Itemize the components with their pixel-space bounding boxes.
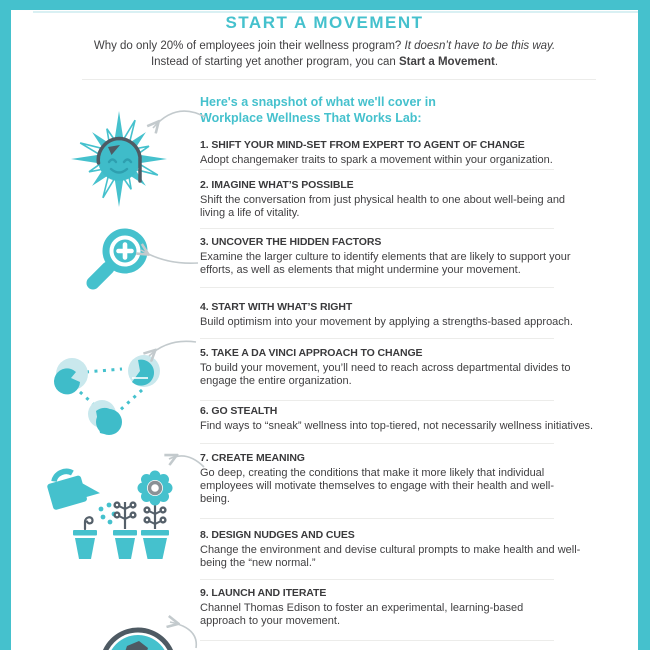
watering-can-growing-pots-icon <box>28 452 203 567</box>
intro-heading <box>200 94 436 126</box>
item-3-heading: 3. UNCOVER THE HIDDEN FACTORS <box>200 236 382 248</box>
item-1-heading: 1. SHIFT YOUR MIND-SET FROM EXPERT TO AGENT OF CHANGE <box>200 139 525 151</box>
intro-line2: Workplace Wellness That Works Lab: <box>200 111 422 125</box>
separator-4 <box>200 338 554 339</box>
subtitle-line2-normal: Instead of starting yet another program, you can <box>150 56 399 68</box>
separator-3 <box>200 287 554 288</box>
frame-right <box>638 0 650 650</box>
item-6 <box>200 405 610 433</box>
star-face-icon <box>64 102 174 212</box>
item-6-body: Find ways to “sneak” wellness into top-tiered, not necessarily wellness initiatives. <box>200 420 594 432</box>
item-8-heading: 8. DESIGN NUDGES AND CUES <box>200 529 355 541</box>
item-7-heading: 7. CREATE MEANING <box>200 452 305 464</box>
page-title: START A MOVEMENT <box>225 13 424 32</box>
item-9 <box>200 587 610 628</box>
separator-6 <box>200 443 554 444</box>
frame-left <box>0 0 11 650</box>
three-connected-heads-icon <box>52 332 177 437</box>
item-4-body: Build optimism into your movement by applying a strengths-based approach. <box>200 316 573 328</box>
launch-globe-icon <box>93 616 183 650</box>
subtitle-line2-bold: Start a Movement <box>398 56 495 68</box>
frame-top <box>0 0 650 10</box>
item-5 <box>200 347 610 388</box>
subtitle-line1 <box>11 40 638 52</box>
item-1-body: Adopt changemaker traits to spark a movement within your organization. <box>200 154 553 166</box>
item-3 <box>200 236 610 277</box>
item-5-heading: 5. TAKE A DA VINCI APPROACH TO CHANGE <box>200 347 423 359</box>
item-7 <box>200 452 610 506</box>
separator-1 <box>200 169 554 170</box>
item-4-heading: 4. START WITH WHAT’S RIGHT <box>200 301 353 313</box>
separator-7 <box>200 518 554 519</box>
header-separator <box>82 79 596 80</box>
intro-line1: Here's a snapshot of what we'll cover in <box>200 95 436 109</box>
separator-9 <box>200 640 554 641</box>
item-9-heading: 9. LAUNCH AND ITERATE <box>200 587 327 599</box>
item-9-body: Channel Thomas Edison to foster an experimental, learning-based approach to your movement. <box>200 602 524 627</box>
item-7-body: Go deep, creating the conditions that make it more likely that individual employees will motivate themselves to engage with their health and well-being. <box>200 467 555 505</box>
item-8-body: Change the environment and devise cultural prompts to make health and well-being the “new normal.” <box>200 544 581 569</box>
subtitle-line2-end: . <box>494 56 499 68</box>
subtitle-line1-italic: It doesn’t have to be this way. <box>404 40 556 52</box>
separator-2 <box>200 228 554 229</box>
item-8 <box>200 529 610 570</box>
separator-8 <box>200 579 554 580</box>
item-2-heading: 2. IMAGINE WHAT’S POSSIBLE <box>200 179 354 191</box>
item-2-body: Shift the conversation from just physical health to one about well-being and living a life of vitality. <box>200 194 566 219</box>
subtitle-line1-normal: Why do only 20% of employees join their wellness program? <box>93 40 405 52</box>
magnifying-glass-plus-icon <box>72 218 162 308</box>
item-6-heading: 6. GO STEALTH <box>200 405 278 417</box>
separator-5 <box>200 400 554 401</box>
item-4 <box>200 301 610 329</box>
item-1 <box>200 139 610 167</box>
item-3-body: Examine the larger culture to identify elements that are likely to support your efforts, as well as elements that might undermine your movement. <box>200 251 571 276</box>
item-5-body: To build your movement, you’ll need to reach across departmental divides to engage the entire organization. <box>200 362 571 387</box>
subtitle-line2 <box>11 56 638 68</box>
item-2 <box>200 179 610 220</box>
